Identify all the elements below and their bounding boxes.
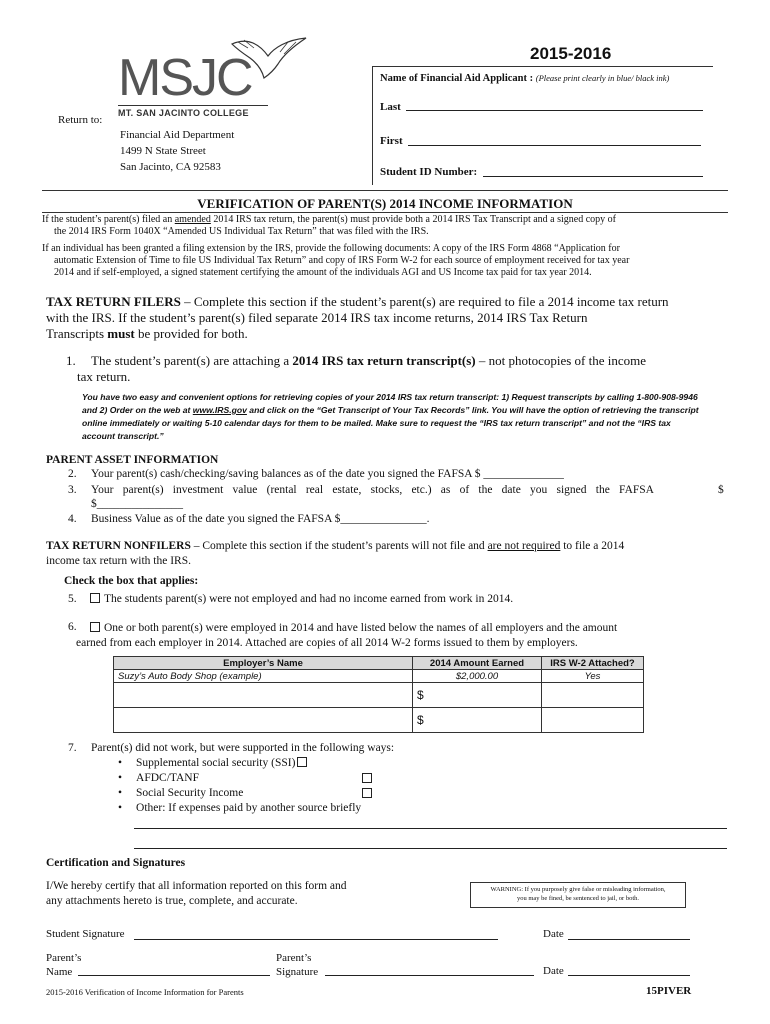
item1-part: tax return. — [77, 369, 131, 384]
col-w2-attached: IRS W-2 Attached? — [542, 657, 644, 670]
student-id-field[interactable] — [483, 176, 703, 177]
bullet-dot: • — [118, 802, 123, 814]
filers-text: with the IRS. If the student’s parent(s) filed separate 2014 IRS tax income returns, 2014 IRS Tax Return — [46, 310, 588, 325]
other-explanation-line-1[interactable] — [134, 828, 727, 829]
title-rule-bottom — [42, 212, 728, 213]
nonfilers-heading: TAX RETURN NONFILERS — [46, 540, 191, 552]
title-rule-top — [42, 190, 728, 191]
table-row — [114, 708, 644, 733]
item1-part: – not photocopies of the income — [475, 353, 647, 368]
example-amount: $2,000.00 — [413, 670, 542, 683]
bullet-afdc — [118, 772, 199, 784]
intro-text: the 2014 IRS Form 1040X “Amended US Individual Tax Return” that was filed with the IRS. — [54, 226, 429, 237]
form-year: 2015-2016 — [530, 44, 612, 63]
item4-text: Business Value as of the date you signed the FAFSA $_______________. — [91, 513, 430, 525]
intro-amended — [42, 214, 732, 238]
footer-form-title: 2015-2016 Verification of Income Information for Parents — [46, 987, 244, 997]
item6-checkbox[interactable] — [90, 622, 100, 632]
transcript-note — [82, 391, 742, 443]
student-date-label: Date — [543, 928, 564, 940]
item5-checkbox[interactable] — [90, 593, 100, 603]
college-name: MT. SAN JACINTO COLLEGE — [118, 108, 249, 118]
student-signature-field[interactable] — [134, 939, 498, 940]
employer-name-cell[interactable] — [114, 708, 413, 733]
footer-form-code: 15PIVER — [646, 985, 692, 997]
last-name-field[interactable] — [406, 110, 703, 111]
irs-link[interactable]: www.IRS.gov — [192, 405, 247, 415]
first-name-field[interactable] — [408, 145, 701, 146]
intro-text: If an individual has been granted a filing extension by the IRS, provide the following documents: A copy of the IRS Form 4868 “Application for — [42, 243, 620, 254]
certification-text — [46, 879, 347, 909]
warning-text: WARNING: If you purposely give false or misleading information, — [490, 886, 666, 893]
warning-text: you may be fined, be sentenced to jail, or both. — [516, 895, 640, 902]
item3-amount: $_______________ — [91, 498, 183, 510]
note-line: account transcript.” — [82, 431, 164, 441]
bullet-text: Social Security Income — [136, 787, 244, 799]
logo-rule — [118, 105, 268, 106]
address-line: Financial Aid Department — [120, 129, 235, 141]
item2-number: 2. — [68, 468, 77, 480]
nonfilers-text: income tax return with the IRS. — [46, 555, 191, 567]
item7-number: 7. — [68, 742, 77, 754]
parent-sig-label: Signature — [276, 966, 319, 978]
example-w2: Yes — [542, 670, 644, 683]
parent-signature-label — [276, 951, 318, 979]
item1-number: 1. — [66, 353, 76, 368]
ssi-checkbox[interactable] — [297, 757, 307, 767]
item7-text: Parent(s) did not work, but were supported in the following ways: — [91, 742, 395, 754]
note-line: and 2) Order on the web at — [82, 405, 193, 415]
item6-text: earned from each employer in 2014. Attached are copies of all 2014 W-2 forms issued to them by employers. — [76, 637, 578, 649]
example-employer: Suzy’s Auto Body Shop (example) — [114, 670, 413, 683]
intro-extension — [42, 243, 732, 279]
item1-transcript: 2014 IRS tax return transcript(s) — [292, 353, 476, 368]
table-row — [114, 683, 644, 708]
logo-text: MSJC — [118, 49, 252, 107]
item1-part: The student’s parent(s) are attaching a — [91, 353, 293, 368]
col-employer-name: Employer’s Name — [114, 657, 413, 670]
note-line: and click on the “Get Transcript of Your Tax Records” link. You will have the option of retrieving the transcript — [246, 405, 699, 415]
item4-number: 4. — [68, 513, 77, 525]
cert-line: any attachments hereto is true, complete, and accurate. — [46, 895, 298, 907]
applicant-heading — [380, 73, 669, 84]
bullet-dot: • — [118, 772, 123, 784]
bullet-text: Supplemental social security (SSI) — [136, 757, 296, 769]
bullet-ssi-income — [118, 787, 243, 799]
form-title: VERIFICATION OF PARENT(S) 2014 INCOME INFORMATION — [197, 196, 573, 211]
intro-text: 2014 and if self-employed, a signed statement certifying the amount of the individuals AGI and US Income tax paid for tax year 2014. — [54, 267, 592, 278]
address-line: 1499 N State Street — [120, 145, 206, 157]
last-name-label: Last — [380, 101, 401, 113]
filers-text: – Complete this section if the student’s parent(s) are required to file a 2014 income tax return — [180, 294, 669, 309]
employer-name-cell[interactable] — [114, 683, 413, 708]
item6-text: One or both parent(s) were employed in 2014 and have listed below the names of all employers and the amount — [104, 622, 618, 634]
bullet-other — [118, 802, 361, 814]
student-signature-label: Student Signature — [46, 928, 125, 940]
filers-heading: TAX RETURN FILERS — [46, 294, 181, 309]
col-amount-earned: 2014 Amount Earned — [413, 657, 542, 670]
return-address — [120, 127, 234, 175]
parent-date-field[interactable] — [568, 975, 690, 976]
filers-section — [46, 294, 736, 342]
nonfilers-text: – Complete this section if the student’s parents will not file and — [190, 540, 488, 552]
intro-text: 2014 IRS tax return, the parent(s) must provide both a 2014 IRS Tax Transcript and a signed copy of — [210, 214, 616, 225]
item5-number: 5. — [68, 593, 77, 605]
item3-dollar: $ — [718, 484, 724, 496]
applicant-note: (Please print clearly in blue/ black ink) — [535, 73, 670, 83]
cert-line: I/We hereby certify that all information reported on this form and — [46, 880, 347, 892]
return-to-label: Return to: — [58, 114, 103, 126]
note-line: online immediately or waiting 5-10 calendar days for them to be mailed. Make sure to request the “IRS tax return transcript” and not the “IRS tax — [82, 418, 671, 428]
table-header-row — [114, 657, 644, 670]
other-explanation-line-2[interactable] — [134, 848, 727, 849]
ssi-income-checkbox[interactable] — [362, 788, 372, 798]
amount-cell[interactable]: $ — [413, 683, 542, 708]
afdc-checkbox[interactable] — [362, 773, 372, 783]
parent-name-label — [46, 951, 81, 979]
amount-cell[interactable]: $ — [413, 708, 542, 733]
item3-text: Your parent(s) investment value (rental real estate, stocks, etc.) as of the date you signed the FAFSA — [91, 484, 654, 496]
student-date-field[interactable] — [568, 939, 690, 940]
item2-text: Your parent(s) cash/checking/saving balances as of the date you signed the FAFSA $ ______________ — [91, 468, 564, 480]
parent-date-label: Date — [543, 965, 564, 977]
parent-sig-label: Parent’s — [276, 952, 312, 964]
filers-text: Transcripts — [46, 326, 108, 341]
first-name-label: First — [380, 135, 403, 147]
assets-heading: PARENT ASSET INFORMATION — [46, 454, 219, 466]
employer-table — [113, 656, 644, 733]
w2-cell[interactable] — [542, 683, 644, 708]
item3-number: 3. — [68, 484, 77, 496]
bullet-text: AFDC/TANF — [136, 772, 200, 784]
item5-text: The students parent(s) were not employed and had no income earned from work in 2014. — [104, 593, 514, 605]
address-line: San Jacinto, CA 92583 — [120, 161, 221, 173]
bullet-dot: • — [118, 787, 123, 799]
table-row — [114, 670, 644, 683]
parent-label: Parent’s — [46, 952, 82, 964]
note-line: You have two easy and convenient options for retrieving copies of your 2014 IRS tax return transcript: 1) Request transcripts by calling 1-800-908-9946 — [82, 392, 698, 402]
warning-box — [470, 882, 686, 908]
intro-text: If the student’s parent(s) filed an — [42, 214, 175, 225]
nonfilers-not-required: are not required — [487, 540, 561, 552]
certification-heading: Certification and Signatures — [46, 857, 186, 869]
applicant-label: Name of Financial Aid Applicant : — [380, 73, 534, 84]
filers-text: be provided for both. — [134, 326, 248, 341]
parent-name-field[interactable] — [78, 975, 270, 976]
item6-row — [76, 621, 738, 651]
intro-text: automatic Extension of Time to file US Individual Tax Return” and copy of IRS Form W-2 for each source of employment received for tax year — [54, 255, 630, 266]
item5-row — [88, 593, 513, 605]
bullet-text: Other: If expenses paid by another source briefly — [136, 802, 362, 814]
nonfilers-text: to file a 2014 — [560, 540, 625, 552]
student-id-label: Student ID Number: — [380, 166, 478, 178]
bullet-ssi — [118, 757, 311, 769]
item6-number: 6. — [68, 621, 77, 633]
parent-label: Name — [46, 966, 73, 978]
w2-cell[interactable] — [542, 708, 644, 733]
filers-must: must — [107, 326, 135, 341]
item1-text — [77, 353, 731, 385]
check-box-label: Check the box that applies: — [64, 575, 199, 587]
parent-signature-field[interactable] — [325, 975, 534, 976]
bullet-dot: • — [118, 757, 123, 769]
intro-amended-word: amended — [174, 214, 211, 225]
nonfilers-section — [46, 539, 736, 569]
